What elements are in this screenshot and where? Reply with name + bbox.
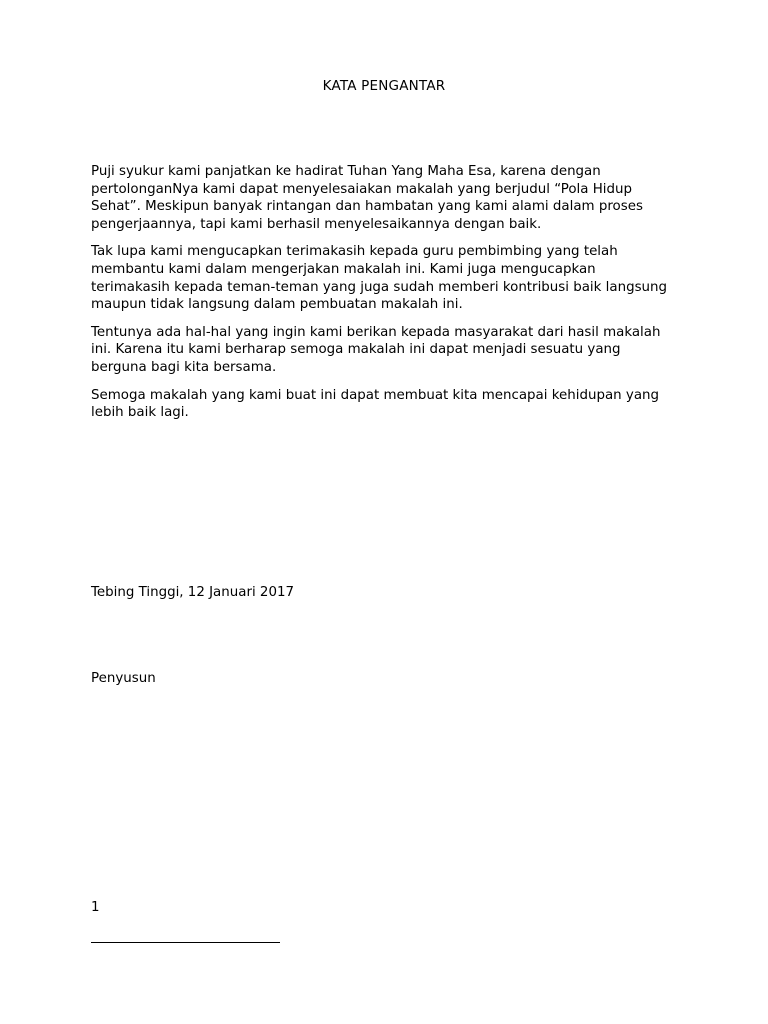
author-signature: Penyusun bbox=[91, 671, 156, 686]
paragraph-opening: Puji syukur kami panjatkan ke hadirat Tuhan Yang Maha Esa, karena dengan pertolonganNya kami dapat menyelesaiakan makalah yang berjudul “Pola Hidup Sehat”. Meskipun banyak rintangan dan hambatan yang kami alami dalam proses pengerjaannya, tapi kami berhasil menyelesaikannya dengan baik. bbox=[91, 164, 643, 232]
paragraph-purpose: Tentunya ada hal-hal yang ingin kami berikan kepada masyarakat dari hasil makalah ini. Karena itu kami berharap semoga makalah ini dapat menjadi sesuatu yang berguna bagi kita bersama. bbox=[91, 324, 661, 375]
page-number: 1 bbox=[91, 900, 100, 915]
document-body bbox=[91, 163, 677, 432]
paragraph-acknowledgement: Tak lupa kami mengucapkan terimakasih kepada guru pembimbing yang telah membantu kami dalam mengerjakan makalah ini. Kami juga mengucapkan terimakasih kepada teman-teman yang juga sudah memberi kontribusi baik langsung maupun tidak langsung dalam pembuatan makalah ini. bbox=[91, 244, 668, 313]
paragraph-closing: Semoga makalah yang kami buat ini dapat membuat kita mencapai kehidupan yang lebih baik lagi. bbox=[91, 387, 660, 421]
footnote-divider bbox=[91, 942, 280, 943]
place-date: Tebing Tinggi, 12 Januari 2017 bbox=[91, 585, 295, 600]
document-title: KATA PENGANTAR bbox=[322, 78, 446, 94]
